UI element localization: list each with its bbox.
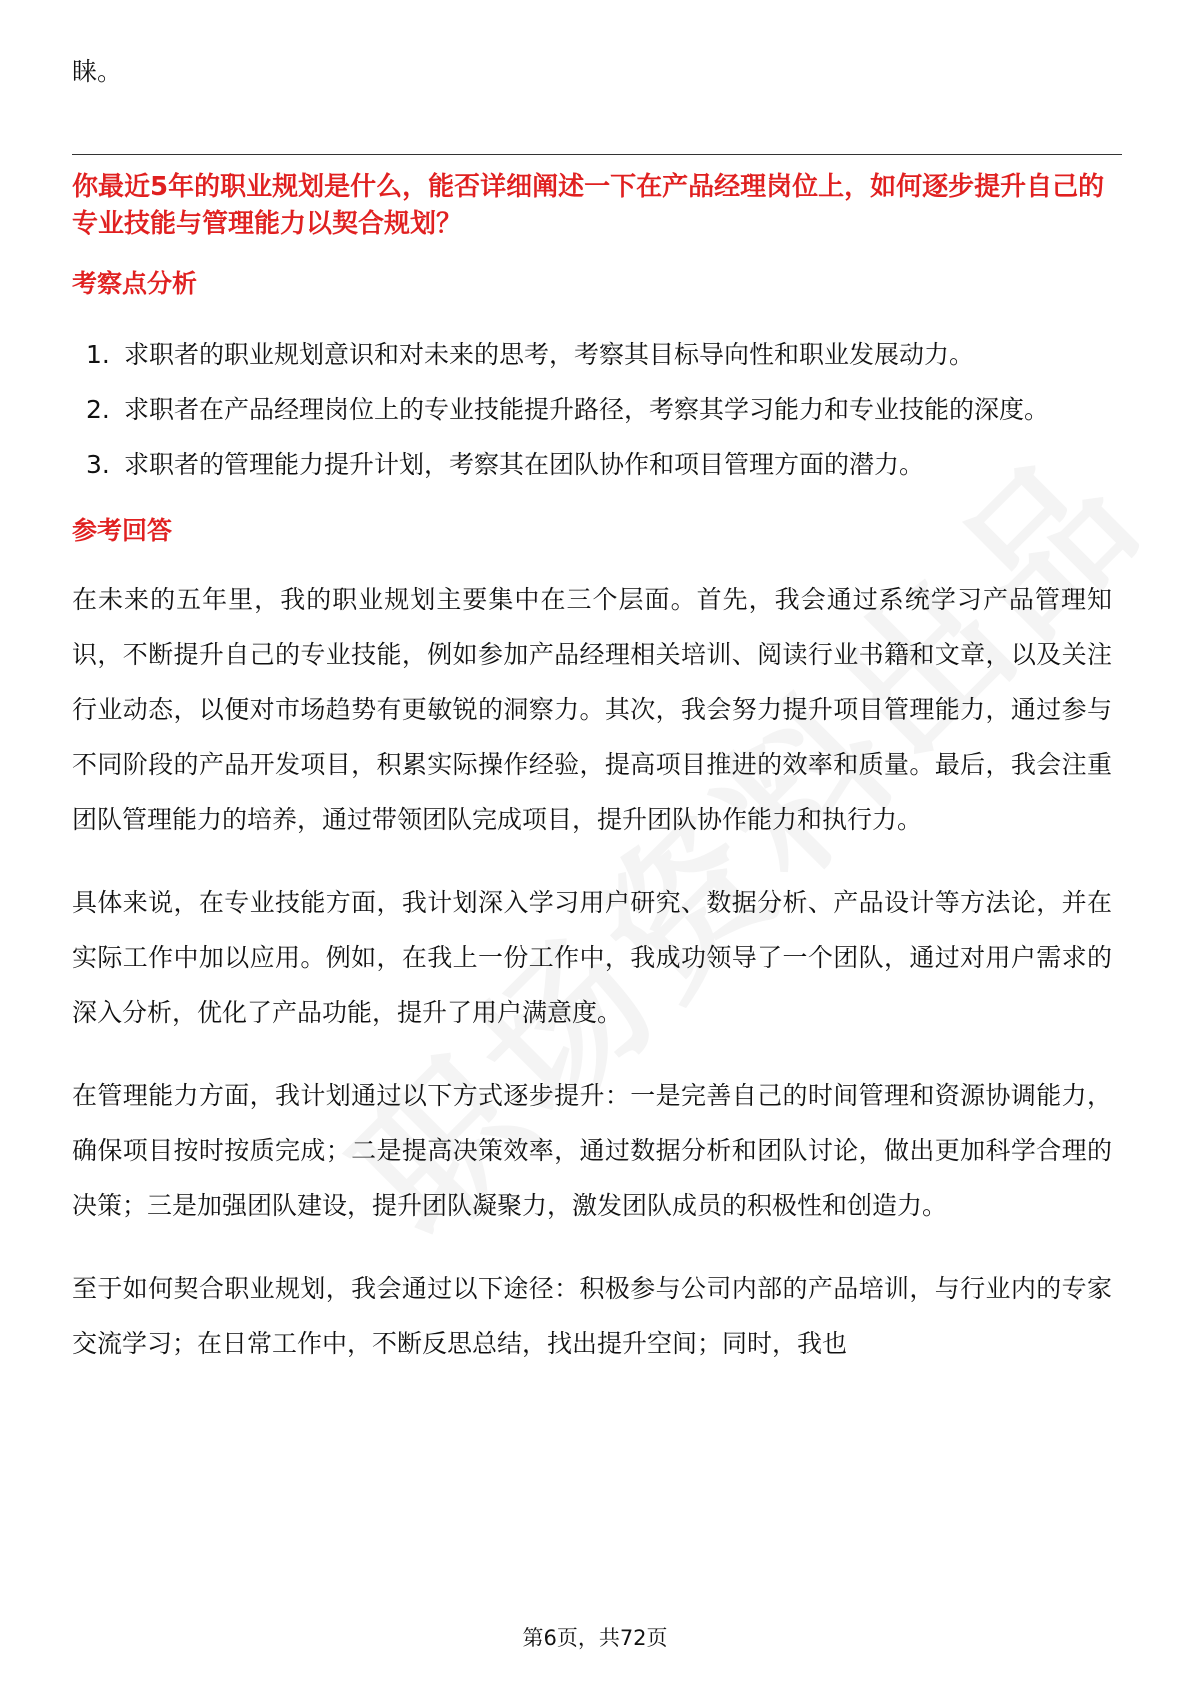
analysis-item-text: 求职者的管理能力提升计划，考察其在团队协作和项目管理方面的潜力。	[124, 450, 925, 479]
analysis-heading: 考察点分析	[72, 269, 198, 298]
analysis-item-text: 求职者在产品经理岗位上的专业技能提升路径，考察其学习能力和专业技能的深度。	[124, 395, 1050, 424]
previous-text-fragment: 睐。	[72, 57, 123, 86]
answer-paragraph: 至于如何契合职业规划，我会通过以下途径：积极参与公司内部的产品培训，与行业内的专家交流学习；在日常工作中，不断反思总结，找出提升空间；同时，我也	[72, 1274, 1112, 1358]
answer-paragraph: 具体来说，在专业技能方面，我计划深入学习用户研究、数据分析、产品设计等方法论，并在实际工作中加以应用。例如，在我上一份工作中，我成功领导了一个团队，通过对用户需求的深入分析，优化了产品功能，提升了用户满意度。	[72, 888, 1112, 1027]
analysis-item-number: 2.	[86, 395, 110, 424]
analysis-item	[72, 327, 1112, 382]
answer-paragraph: 在未来的五年里，我的职业规划主要集中在三个层面。首先，我会通过系统学习产品管理知识，不断提升自己的专业技能，例如参加产品经理相关培训、阅读行业书籍和文章，以及关注行业动态，以便对市场趋势有更敏锐的洞察力。其次，我会努力提升项目管理能力，通过参与不同阶段的产品开发项目，积累实际操作经验，提高项目推进的效率和质量。最后，我会注重团队管理能力的培养，通过带领团队完成项目，提升团队协作能力和执行力。	[72, 585, 1112, 834]
page-number-footer: 第6页，共72页	[522, 1626, 668, 1650]
answer-paragraph: 在管理能力方面，我计划通过以下方式逐步提升：一是完善自己的时间管理和资源协调能力，确保项目按时按质完成；二是提高决策效率，通过数据分析和团队讨论，做出更加科学合理的决策；三是加强团队建设，提升团队凝聚力，激发团队成员的积极性和创造力。	[72, 1081, 1112, 1220]
interview-question: 你最近5年的职业规划是什么，能否详细阐述一下在产品经理岗位上，如何逐步提升自己的专业技能与管理能力以契合规划？	[72, 172, 1105, 239]
analysis-list	[72, 327, 1112, 492]
analysis-item	[72, 382, 1112, 437]
page-content	[72, 52, 1112, 1371]
analysis-item-number: 1.	[86, 340, 110, 369]
analysis-item-number: 3.	[86, 450, 110, 479]
analysis-item-text: 求职者的职业规划意识和对未来的思考，考察其目标导向性和职业发展动力。	[124, 340, 975, 369]
section-divider	[72, 154, 1122, 155]
analysis-item	[72, 437, 1112, 492]
answer-heading: 参考回答	[72, 516, 173, 545]
